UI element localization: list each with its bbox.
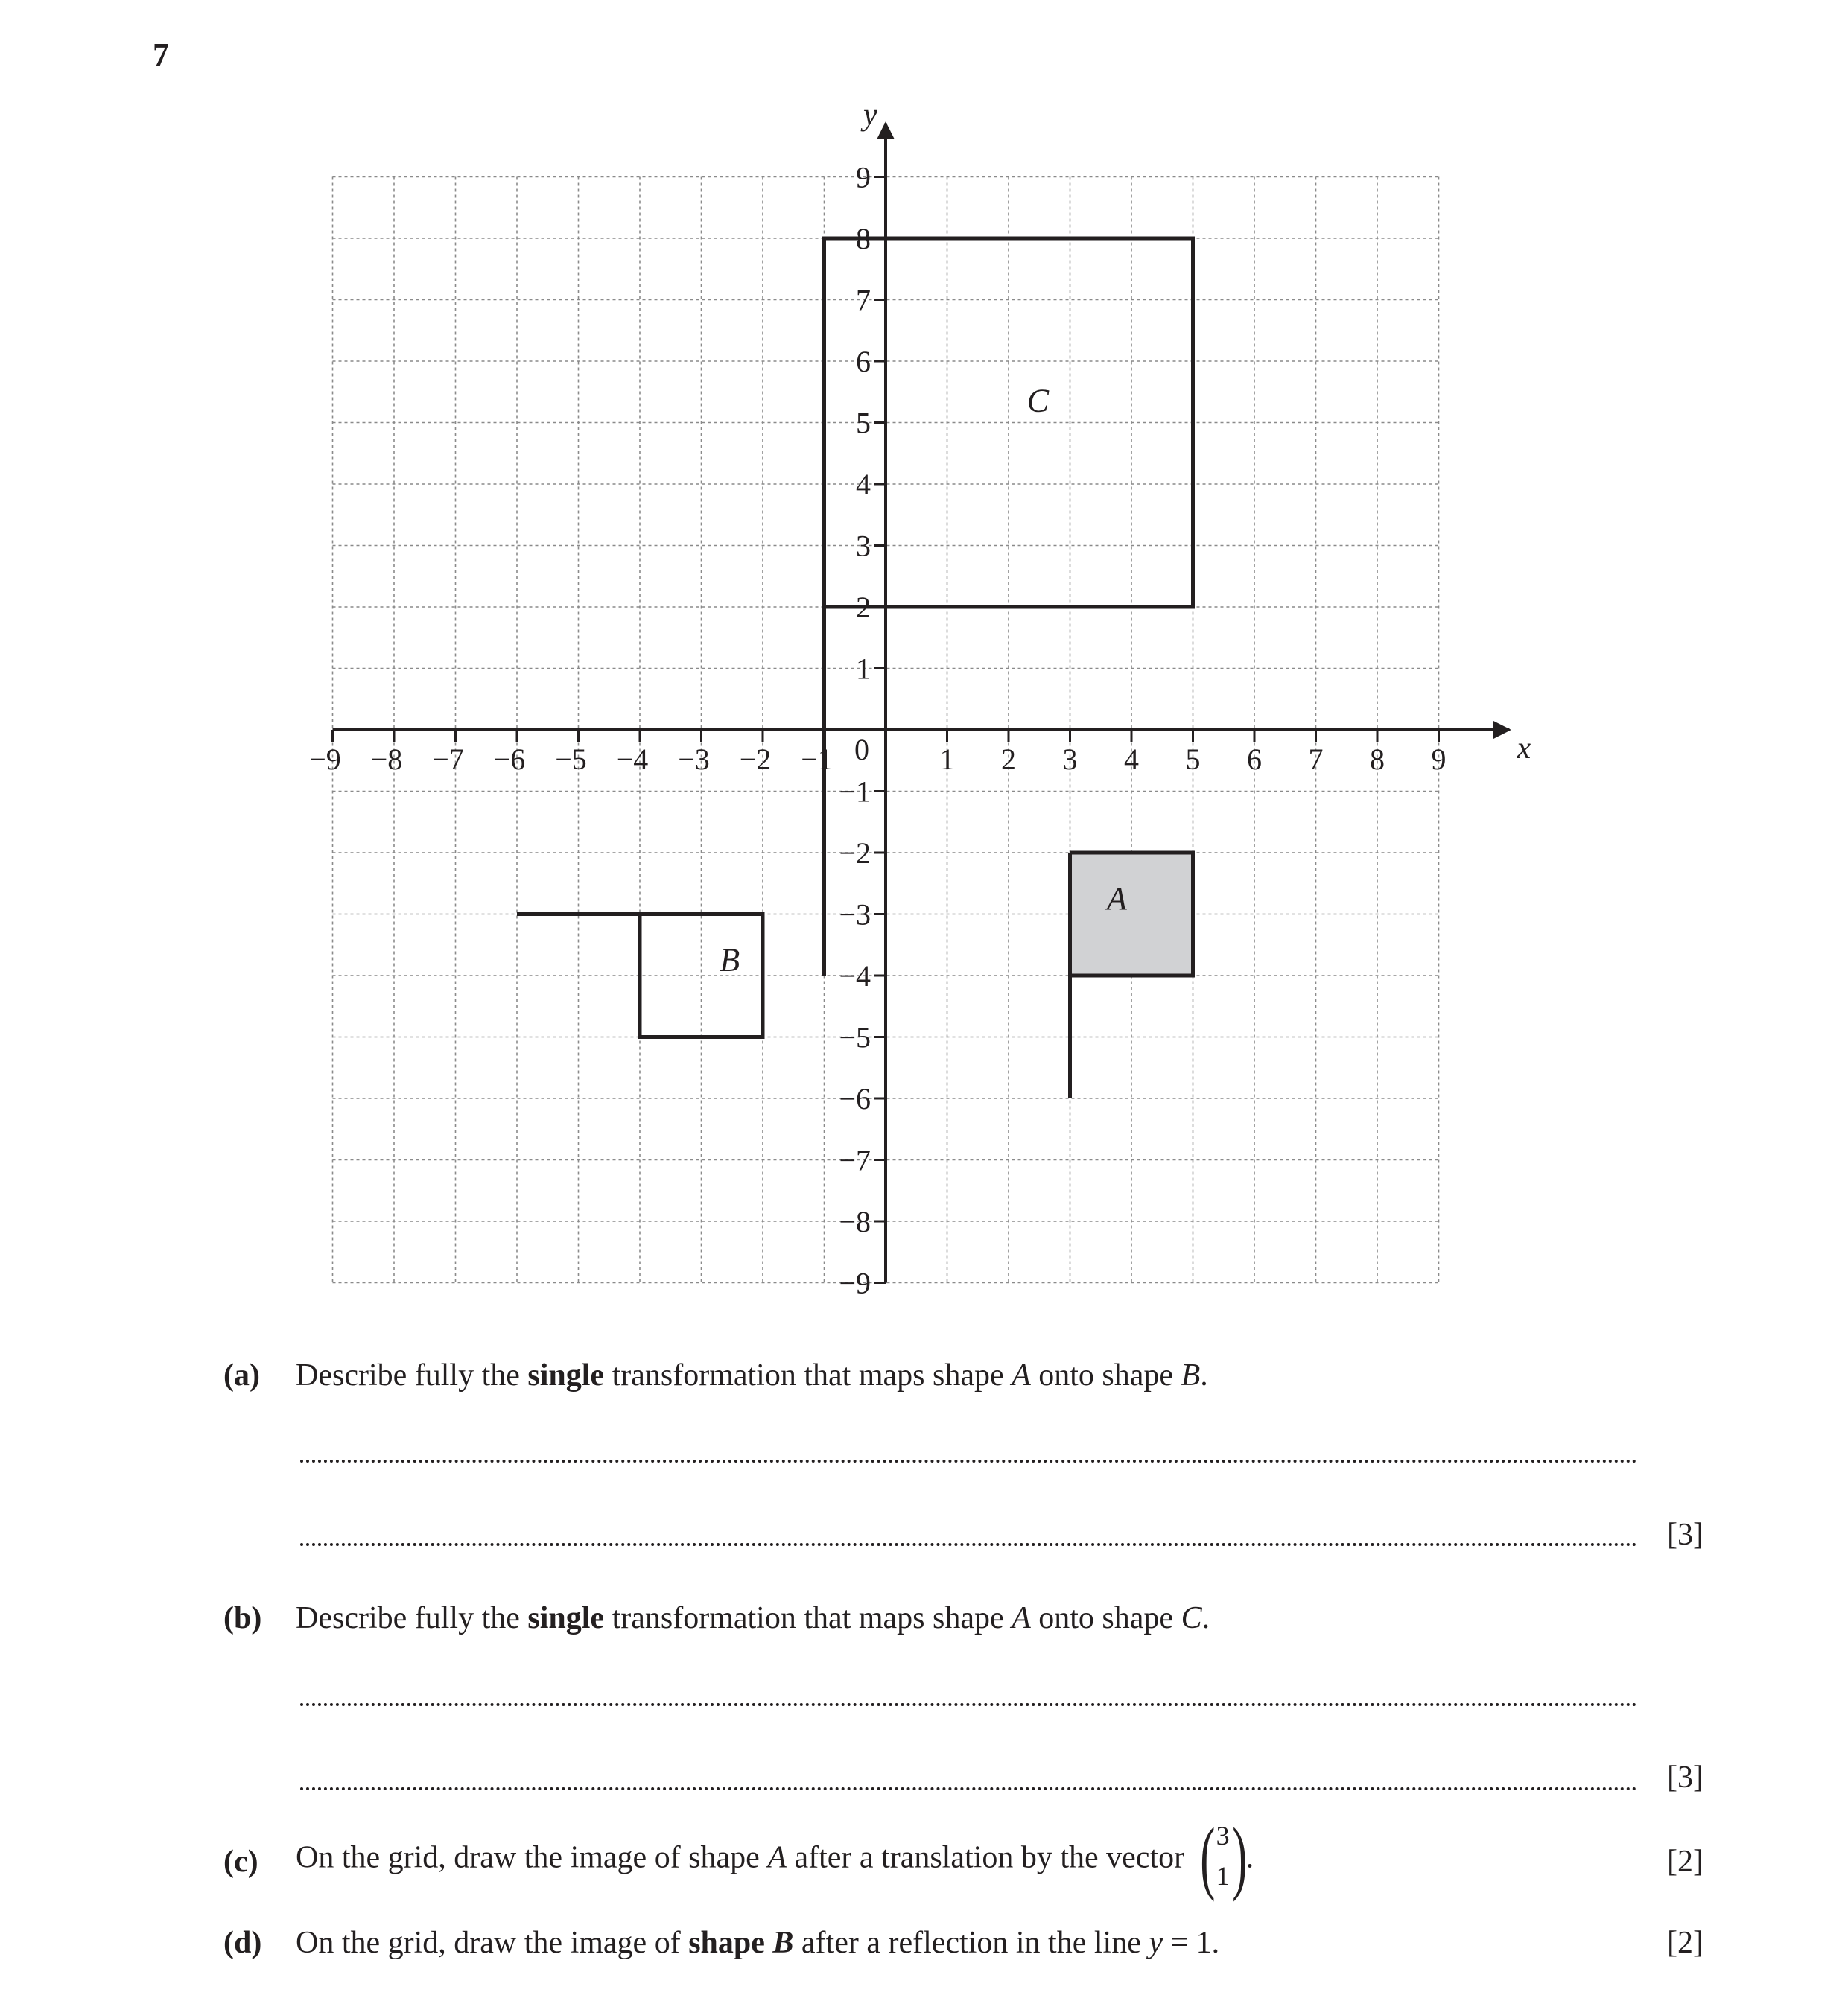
x-tick-label: −6 — [493, 742, 526, 776]
y-tick-label: 5 — [856, 406, 871, 440]
answer-line-a2[interactable] — [300, 1543, 1637, 1546]
marks-d: [2] — [1667, 1926, 1703, 1960]
y-tick-label: −6 — [839, 1082, 871, 1116]
marks-c: [2] — [1667, 1845, 1703, 1879]
x-tick-label: 6 — [1247, 742, 1262, 776]
answer-line-b2[interactable] — [300, 1787, 1637, 1790]
part-c-label: (c) — [223, 1845, 258, 1879]
part-d-label: (d) — [223, 1926, 262, 1960]
x-tick-label: 1 — [939, 742, 955, 776]
x-tick-label: −5 — [555, 742, 587, 776]
shape-c-label: C — [1026, 382, 1050, 419]
shape-b-label: B — [720, 941, 740, 979]
x-tick-label: −7 — [432, 742, 464, 776]
part-b-label: (b) — [223, 1601, 262, 1635]
y-tick-label: −2 — [839, 836, 871, 870]
part-a-text: Describe fully the single transformation that maps shape A onto shape B. — [296, 1358, 1208, 1393]
marks-a: [3] — [1667, 1518, 1703, 1552]
x-tick-label: −9 — [309, 742, 341, 776]
tick-labels — [309, 98, 1531, 1300]
part-d-text: On the grid, draw the image of shape B after a reflection in the line y = 1. — [296, 1926, 1220, 1960]
answer-line-a1[interactable] — [300, 1460, 1637, 1463]
y-tick-label: 2 — [856, 591, 871, 624]
x-axis-label: x — [1517, 731, 1531, 766]
origin-label: 0 — [854, 733, 869, 766]
x-tick-label: 3 — [1062, 742, 1078, 776]
x-tick-label: −1 — [801, 742, 833, 776]
y-tick-label: 4 — [856, 468, 871, 501]
x-tick-label: 4 — [1124, 742, 1139, 776]
y-tick-label: −8 — [839, 1205, 871, 1238]
x-tick-label: −3 — [678, 742, 710, 776]
y-tick-label: −3 — [839, 897, 871, 932]
y-tick-label: 9 — [856, 160, 871, 194]
y-tick-label: 3 — [856, 529, 871, 563]
shape-a-label: A — [1107, 879, 1127, 917]
y-tick-label: 1 — [856, 652, 871, 686]
marks-b: [3] — [1667, 1760, 1703, 1795]
x-tick-label: 5 — [1185, 742, 1201, 776]
part-c-text: On the grid, draw the image of shape A after a translation by the vector ( 3 1 ) . — [296, 1811, 1254, 1902]
y-tick-label: 6 — [856, 345, 871, 378]
axes — [333, 124, 1510, 1283]
shape-a-fill — [1070, 853, 1193, 976]
y-tick-label: −7 — [839, 1143, 871, 1177]
x-tick-label: −4 — [616, 742, 649, 776]
question-number: 7 — [153, 36, 169, 73]
x-tick-label: −8 — [370, 742, 403, 776]
y-tick-label: −1 — [839, 774, 871, 809]
y-tick-label: 7 — [856, 283, 871, 317]
x-tick-label: 9 — [1431, 742, 1447, 776]
y-tick-label: −9 — [839, 1266, 871, 1300]
answer-line-b1[interactable] — [300, 1703, 1637, 1706]
x-tick-label: 8 — [1370, 742, 1385, 776]
y-tick-label: −5 — [839, 1020, 871, 1054]
part-b-text: Describe fully the single transformation that maps shape A onto shape C. — [296, 1601, 1210, 1635]
part-a-label: (a) — [223, 1358, 260, 1393]
y-axis-label: y — [863, 98, 877, 133]
y-tick-label: −4 — [839, 959, 871, 993]
translation-vector: ( 3 1 ) — [1199, 1811, 1248, 1902]
x-tick-label: 2 — [1001, 742, 1016, 776]
y-tick-label: 8 — [856, 222, 871, 255]
x-tick-label: 7 — [1308, 742, 1324, 776]
x-tick-label: −2 — [739, 742, 772, 776]
